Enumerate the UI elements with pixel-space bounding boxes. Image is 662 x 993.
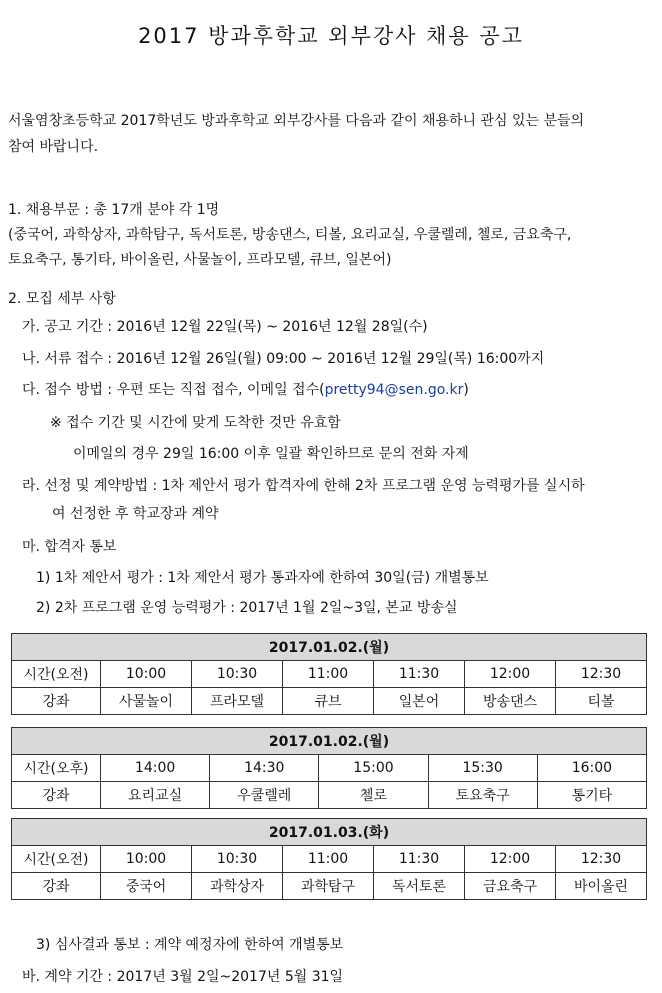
- time-cell: 10:00: [101, 661, 192, 688]
- item-b-document-submission: 나. 서류 접수 : 2016년 12월 26일(월) 09:00 ~ 2016년 12월 29일(목) 16:00까지: [22, 351, 545, 367]
- time-cell: 11:00: [283, 846, 374, 873]
- schedule-table-2: [11, 727, 647, 809]
- time-cell: 12:30: [556, 846, 647, 873]
- time-cell: 12:30: [556, 661, 647, 688]
- course-cell: 사물놀이: [101, 688, 192, 715]
- time-cell: 12:00: [465, 846, 556, 873]
- section1-fields-line-1: (중국어, 과학상자, 과학탐구, 독서토론, 방송댄스, 티볼, 요리교실, 우쿨렐레, 첼로, 금요축구,: [8, 227, 572, 243]
- course-cell: 방송댄스: [465, 688, 556, 715]
- time-cell: 10:30: [192, 846, 283, 873]
- item-e3-result-notification: 3) 심사결과 통보 : 계약 예정자에 한하여 개별통보: [36, 937, 344, 953]
- note-valid-arrival: ※ 접수 기간 및 시간에 맞게 도착한 것만 유효함: [50, 415, 341, 431]
- time-cell: 12:00: [465, 661, 556, 688]
- time-label: 시간(오전): [12, 846, 101, 873]
- document-title: 2017 방과후학교 외부강사 채용 공고: [138, 24, 524, 48]
- time-cell: 15:30: [428, 755, 537, 782]
- schedule-date: 2017.01.02.(월): [12, 634, 647, 661]
- course-cell: 토요축구: [428, 782, 537, 809]
- course-label: 강좌: [12, 873, 101, 900]
- course-label: 강좌: [12, 782, 101, 809]
- schedule-date: 2017.01.02.(월): [12, 728, 647, 755]
- time-cell: 10:30: [192, 661, 283, 688]
- course-cell: 프라모델: [192, 688, 283, 715]
- item-e2-second-evaluation: 2) 2차 프로그램 운영 능력평가 : 2017년 1월 2일~3일, 본교 방송실: [36, 600, 458, 616]
- submission-method-close: ): [463, 382, 469, 398]
- section2-heading: 2. 모집 세부 사항: [8, 291, 116, 307]
- item-d-selection-line-1: 라. 선정 및 계약방법 : 1차 제안서 평가 합격자에 한해 2차 프로그램 운영 능력평가를 실시하: [22, 478, 585, 494]
- time-cell: 14:00: [101, 755, 210, 782]
- course-cell: 요리교실: [101, 782, 210, 809]
- schedule-date: 2017.01.03.(화): [12, 819, 647, 846]
- course-cell: 금요축구: [465, 873, 556, 900]
- note-email-check: 이메일의 경우 29일 16:00 이후 일괄 확인하므로 문의 전화 자제: [73, 446, 469, 462]
- course-cell: 큐브: [283, 688, 374, 715]
- time-cell: 15:00: [319, 755, 428, 782]
- time-cell: 11:30: [374, 661, 465, 688]
- time-cell: 14:30: [210, 755, 319, 782]
- submission-method-text: 다. 접수 방법 : 우편 또는 직접 접수, 이메일 접수(: [22, 382, 325, 398]
- time-cell: 16:00: [537, 755, 646, 782]
- course-cell: 티볼: [556, 688, 647, 715]
- item-c-submission-method: [22, 381, 469, 399]
- course-cell: 과학탐구: [283, 873, 374, 900]
- item-e1-first-evaluation: 1) 1차 제안서 평가 : 1차 제안서 평가 통과자에 한하여 30일(금) 개별통보: [36, 570, 489, 586]
- schedule-table-1: [11, 633, 647, 715]
- contact-email: pretty94@sen.go.kr: [324, 382, 464, 398]
- time-label: 시간(오후): [12, 755, 101, 782]
- intro-line-2: 참여 바랍니다.: [8, 139, 99, 155]
- item-f-contract-period: 바. 계약 기간 : 2017년 3월 2일~2017년 5월 31일: [22, 969, 344, 985]
- item-a-posting-period: 가. 공고 기간 : 2016년 12월 22일(목) ~ 2016년 12월 28일(수): [22, 319, 428, 335]
- course-cell: 바이올린: [556, 873, 647, 900]
- schedule-table-3: [11, 818, 647, 900]
- course-cell: 독서토론: [374, 873, 465, 900]
- course-label: 강좌: [12, 688, 101, 715]
- item-e-notification: 마. 합격자 통보: [22, 539, 117, 555]
- intro-line-1: 서울염창초등학교 2017학년도 방과후학교 외부강사를 다음과 같이 채용하니 관심 있는 분들의: [8, 113, 585, 129]
- course-cell: 첼로: [319, 782, 428, 809]
- section1-heading: 1. 채용부문 : 총 17개 분야 각 1명: [8, 202, 220, 218]
- time-cell: 11:00: [283, 661, 374, 688]
- course-cell: 과학상자: [192, 873, 283, 900]
- time-cell: 10:00: [101, 846, 192, 873]
- time-label: 시간(오전): [12, 661, 101, 688]
- item-d-selection-line-2: 여 선정한 후 학교장과 계약: [52, 506, 219, 522]
- course-cell: 중국어: [101, 873, 192, 900]
- course-cell: 일본어: [374, 688, 465, 715]
- course-cell: 통기타: [537, 782, 646, 809]
- time-cell: 11:30: [374, 846, 465, 873]
- section1-fields-line-2: 토요축구, 통기타, 바이올린, 사물놀이, 프라모델, 큐브, 일본어): [8, 252, 392, 268]
- course-cell: 우쿨렐레: [210, 782, 319, 809]
